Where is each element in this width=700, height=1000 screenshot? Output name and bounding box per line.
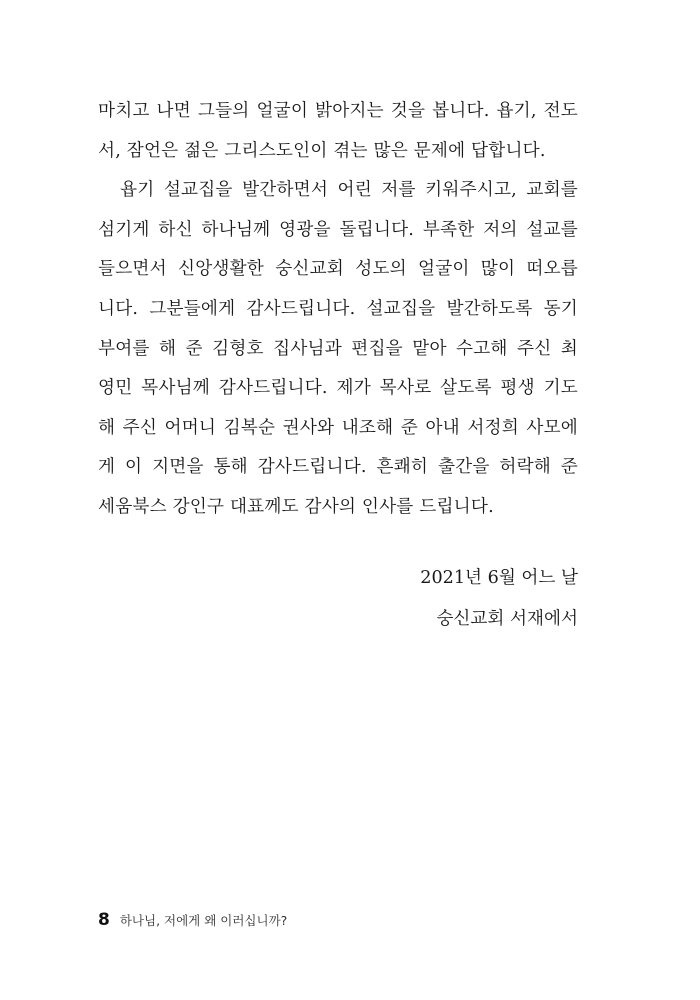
- body-line-3: 욥기 설교집을 발간하면서 어린 저를 키워주시고, 교회를: [120, 180, 578, 201]
- body-line-10: 게 이 지면을 통해 감사드립니다. 흔쾌히 출간을 허락해 준: [98, 457, 578, 478]
- body-line-6: 니다. 그분들에게 감사드립니다. 설교집을 발간하도록 동기: [98, 298, 578, 319]
- page-footer: [98, 910, 287, 930]
- body-line-4: 섬기게 하신 하나님께 영광을 돌립니다. 부족한 저의 설교를: [98, 219, 578, 240]
- body-line-2: 서, 잠언은 젊은 그리스도인이 겪는 많은 문제에 답합니다.: [98, 140, 546, 161]
- body-line-11: 세움북스 강인구 대표께도 감사의 인사를 드립니다.: [98, 496, 494, 517]
- running-title: 하나님, 저에게 왜 이러십니까?: [119, 913, 288, 928]
- signature-place: 숭신교회 서재에서: [436, 609, 578, 629]
- signature-date: 2021년 6월 어느 날: [420, 568, 578, 588]
- body-line-9: 해 주신 어머니 김복순 권사와 내조해 준 아내 서정희 사모에: [98, 417, 578, 438]
- body-text: [98, 92, 578, 528]
- body-line-5: 들으면서 신앙생활한 숭신교회 성도의 얼굴이 많이 떠오릅: [98, 259, 578, 280]
- signature-block: [420, 558, 578, 640]
- body-line-8: 영민 목사님께 감사드립니다. 제가 목사로 살도록 평생 기도: [98, 378, 578, 399]
- body-line-1: 마치고 나면 그들의 얼굴이 밝아지는 것을 봅니다. 욥기, 전도: [98, 101, 578, 121]
- body-line-7: 부여를 해 준 김형호 집사님과 편집을 맡아 수고해 주신 최: [98, 338, 578, 359]
- page-number: 8: [98, 910, 110, 930]
